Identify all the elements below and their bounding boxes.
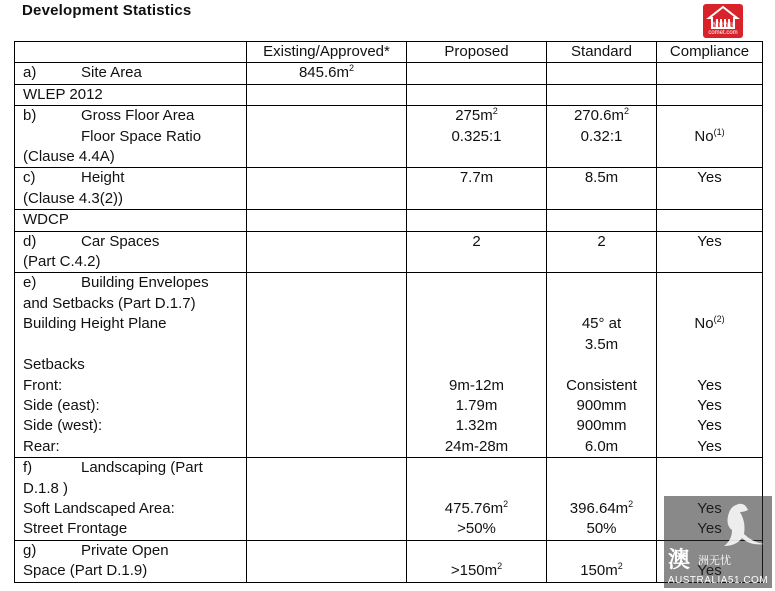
cell-proposed: 7.7m xyxy=(407,168,547,210)
cell-proposed: $475.76m^2$ >50% xyxy=(407,458,547,541)
section-wdcp xyxy=(15,210,763,231)
row-height xyxy=(15,168,763,210)
header-proposed: Proposed xyxy=(407,42,547,63)
row-private-open-space xyxy=(15,540,763,582)
cell-item: a) Site Area xyxy=(15,63,247,84)
row-gross-floor-area xyxy=(15,106,763,168)
cell-standard: 2 xyxy=(547,231,657,273)
cell-standard: $270.6m^2$ 0.32:1 xyxy=(547,106,657,168)
watermark-text: AUSTRALIA51.COM xyxy=(667,575,769,586)
logo xyxy=(703,4,743,38)
development-statistics-table xyxy=(14,41,763,583)
row-building-envelopes xyxy=(15,273,763,458)
section-wlep xyxy=(15,84,763,105)
watermark-sub: 洲无忧 xyxy=(698,555,731,567)
row-site-area xyxy=(15,63,763,84)
cell-standard: $150m^2$ xyxy=(547,540,657,582)
cell-standard: 8.5m xyxy=(547,168,657,210)
cell-compliance: Yes xyxy=(657,168,763,210)
cell-item: g) Private Open Space (Part D.1.9) xyxy=(15,540,247,582)
header-item xyxy=(15,42,247,63)
logo-text: 新闻资讯 comet.com xyxy=(708,23,738,36)
cell-existing: $845.6m^2$ xyxy=(247,63,407,84)
section-title: WLEP 2012 xyxy=(15,84,247,105)
cell-proposed: $275m^2$ 0.325:1 xyxy=(407,106,547,168)
cell-compliance: No$^{(2)}$ Yes Yes Yes Yes xyxy=(657,273,763,458)
cell-item: d) Car Spaces (Part C.4.2) xyxy=(15,231,247,273)
watermark-cn: 澳 xyxy=(668,547,691,572)
cell-standard: $396.64m^2$ 50% xyxy=(547,458,657,541)
row-landscaping xyxy=(15,458,763,541)
cell-compliance: No$^{(1)}$ xyxy=(657,106,763,168)
section-title: WDCP xyxy=(15,210,247,231)
cell-item: b) Gross Floor Area Floor Space Ratio (Clause 4.4A) xyxy=(15,106,247,168)
header-compliance: Compliance xyxy=(657,42,763,63)
cell-item: f) Landscaping (Part D.1.8 ) Soft Landscaped Area: Street Frontage xyxy=(15,458,247,541)
cell-proposed: 9m-12m 1.79m 1.32m 24m-28m xyxy=(407,273,547,458)
row-car-spaces xyxy=(15,231,763,273)
cell-proposed: $>150m^2$ xyxy=(407,540,547,582)
cell-item: e) Building Envelopes and Setbacks (Part D.1.7) Building Height Plane Setbacks Front: Side (east): Side (west): Rear: xyxy=(15,273,247,458)
header-existing: Existing/Approved* xyxy=(247,42,407,63)
page-title: Development Statistics xyxy=(22,2,192,19)
cell-compliance: Yes xyxy=(657,231,763,273)
header-standard: Standard xyxy=(547,42,657,63)
cell-item: c) Height (Clause 4.3(2)) xyxy=(15,168,247,210)
cell-standard: 45° at 3.5m Consistent 900mm 900mm 6.0m xyxy=(547,273,657,458)
header-row xyxy=(15,42,763,63)
watermark xyxy=(664,496,772,588)
cell-proposed: 2 xyxy=(407,231,547,273)
